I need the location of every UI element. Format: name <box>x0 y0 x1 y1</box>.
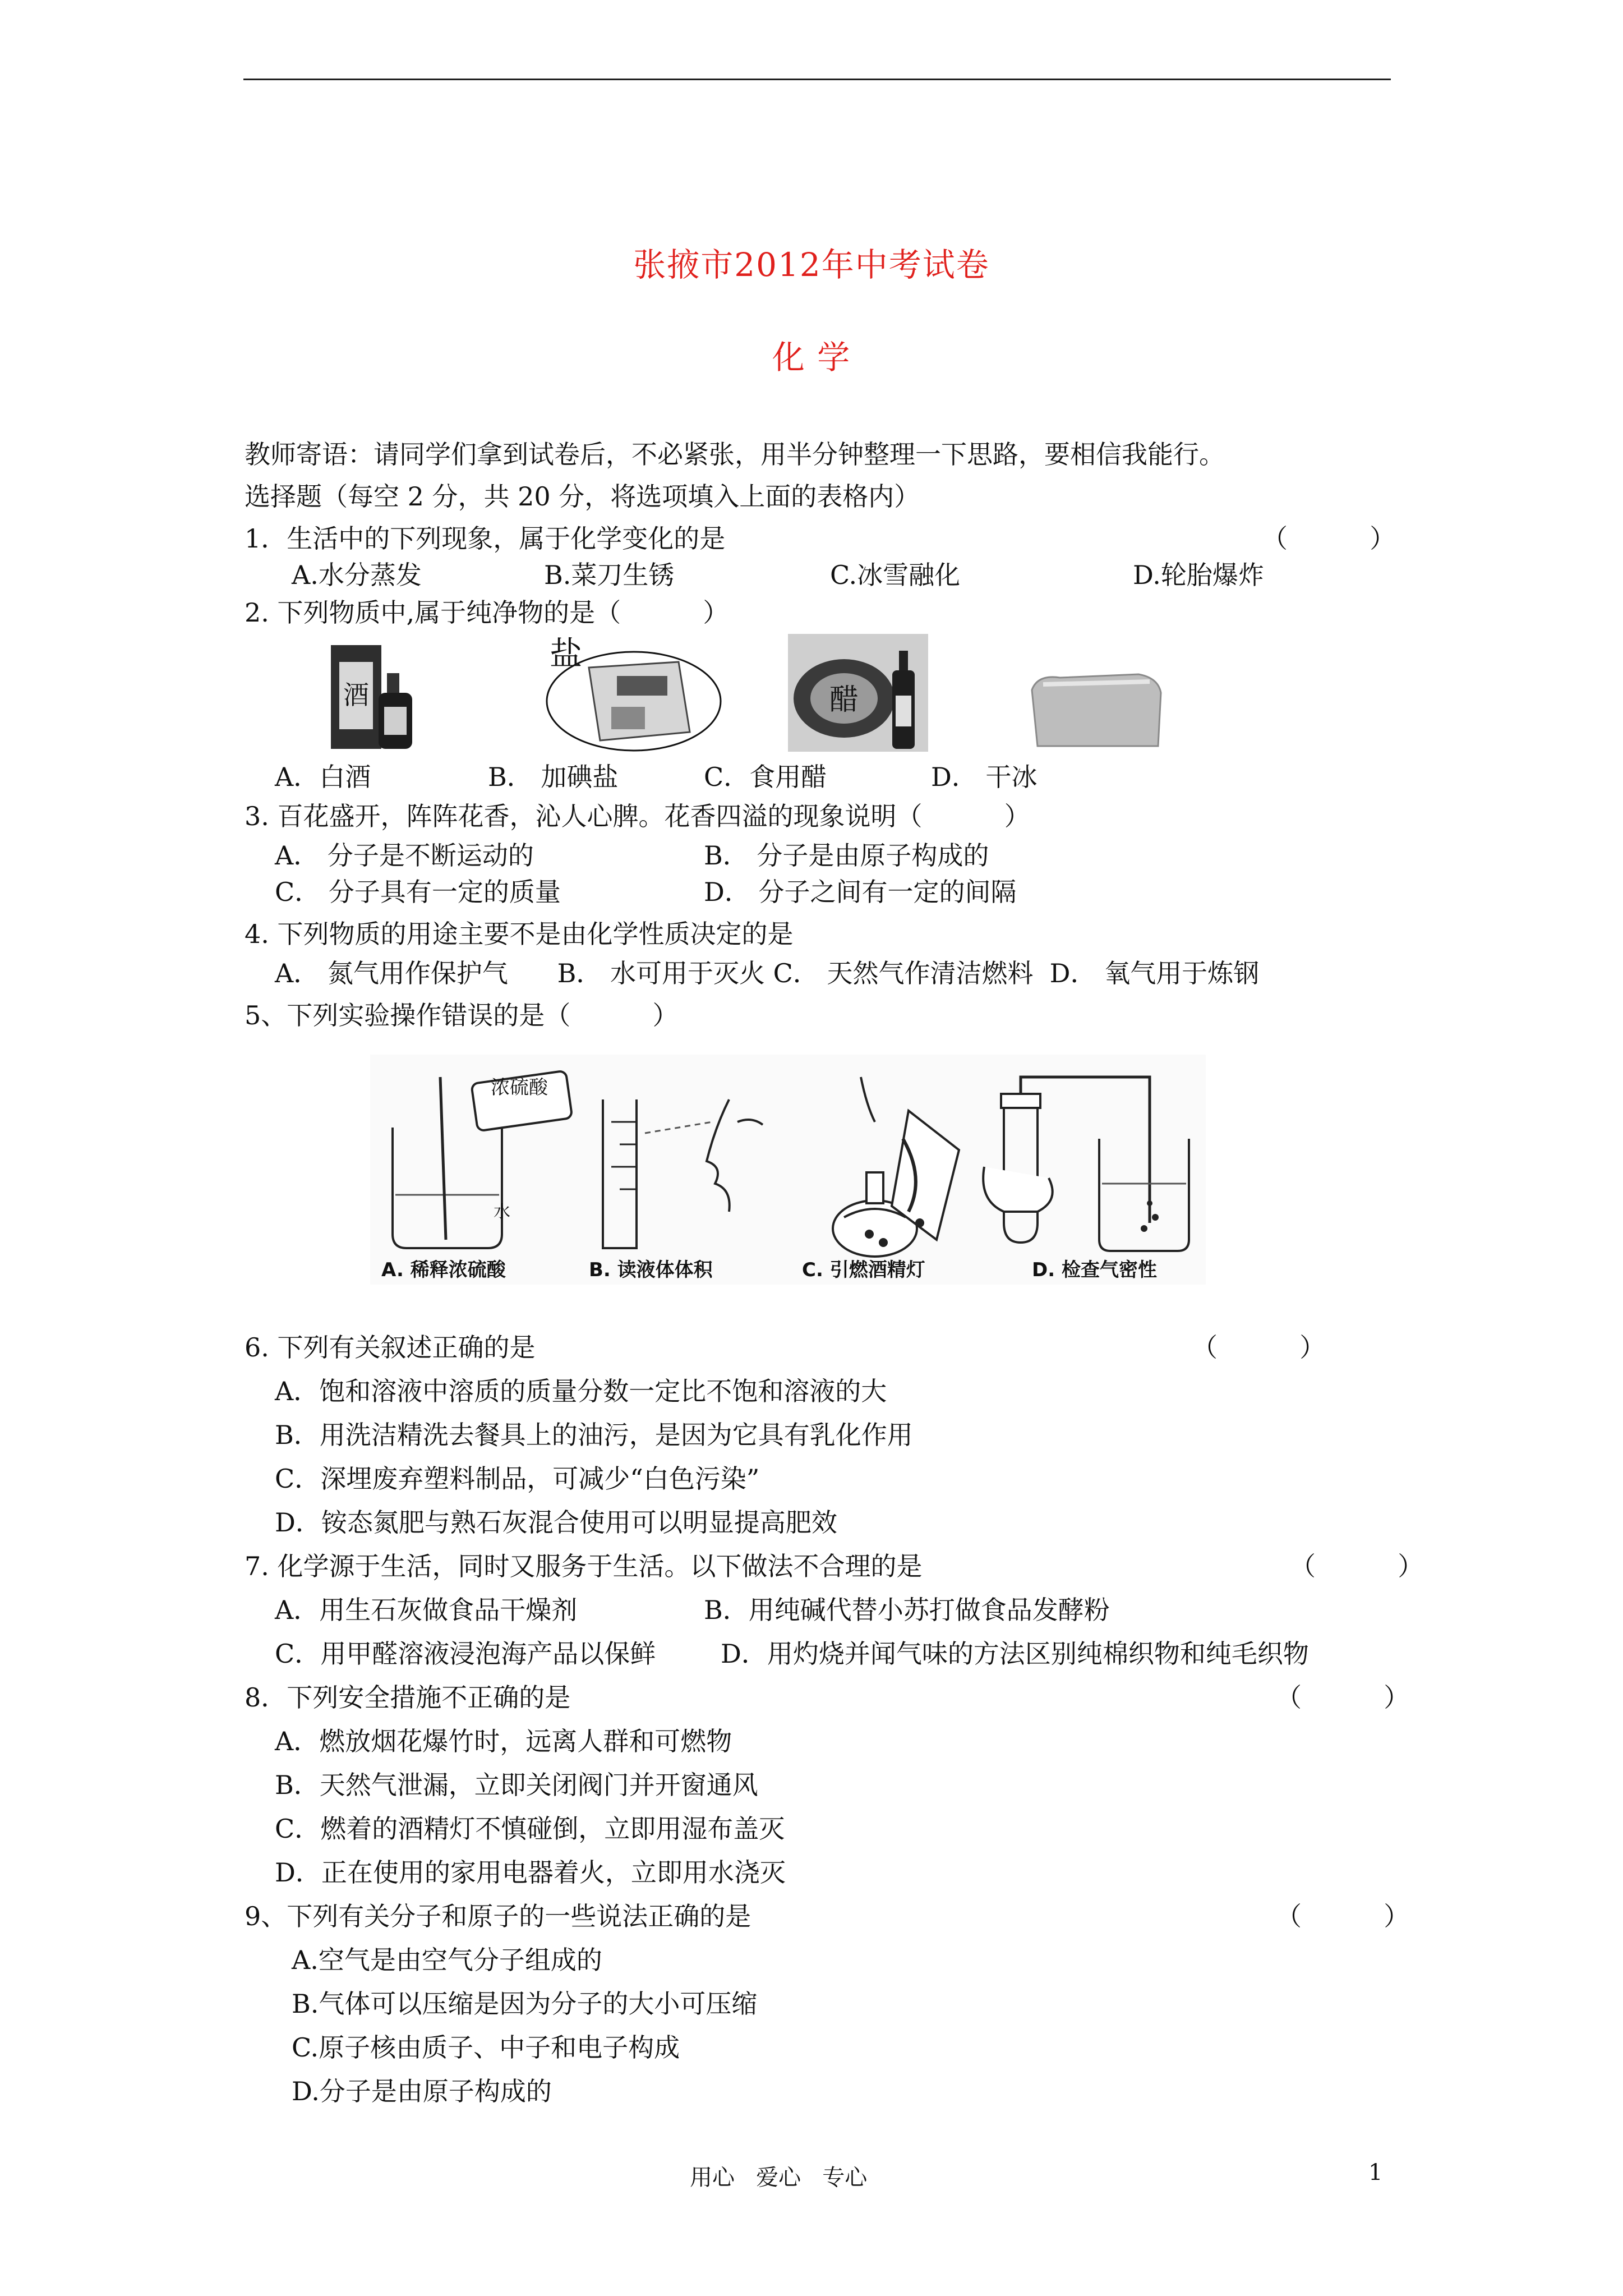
question-4-stem: 4. 下列物质的用途主要不是由化学性质决定的是 <box>245 919 794 949</box>
page-number: 1 <box>1368 2160 1383 2185</box>
iodized-salt-image <box>538 637 723 754</box>
figure-caption-b: B. 读液体体积 <box>589 1259 713 1281</box>
q9-option-a: A.空气是由空气分子组成的 <box>292 1945 602 1975</box>
q7-option-a: A．用生石灰做食品干燥剂 <box>275 1595 578 1625</box>
q1-option-b: B.菜刀生锈 <box>544 560 675 590</box>
header-rule <box>243 79 1391 80</box>
question-8-answer-blank[interactable]: （ ） <box>1276 1682 1410 1713</box>
question-6-answer-blank[interactable]: （ ） <box>1192 1332 1326 1363</box>
liquor-bottle-image <box>320 639 437 752</box>
q2-option-d: D． 干冰 <box>931 762 1038 792</box>
q2-option-a: A．白酒 <box>275 762 371 792</box>
q6-option-c: C．深埋废弃塑料制品，可减少“白色污染” <box>275 1464 760 1494</box>
acid-bottle-label: 浓硫酸 <box>491 1076 548 1099</box>
question-3-stem: 3. 百花盛开，阵阵花香，沁人心脾。花香四溢的现象说明（ ） <box>245 801 1030 831</box>
salt-label: 盐 <box>550 637 583 673</box>
vinegar-label: 醋 <box>829 683 859 717</box>
subject-title: 化 学 <box>772 338 851 376</box>
question-1-stem: 1．生活中的下列现象，属于化学变化的是 <box>245 523 726 554</box>
q7-option-d: D．用灼烧并闻气味的方法区别纯棉织物和纯毛织物 <box>721 1639 1309 1669</box>
q6-option-a: A．饱和溶液中溶质的质量分数一定比不饱和溶液的大 <box>275 1376 887 1406</box>
q3-option-c: C． 分子具有一定的质量 <box>275 877 561 907</box>
liquor-label: 酒 <box>343 680 369 710</box>
q9-option-b: B.气体可以压缩是因为分子的大小可压缩 <box>292 1989 758 2019</box>
q8-option-b: B．天然气泄漏，立即关闭阀门并开窗通风 <box>275 1770 758 1800</box>
lab-operations-figure <box>370 1055 1206 1285</box>
question-7-stem: 7. 化学源于生活，同时又服务于生活。以下做法不合理的是 <box>245 1551 923 1581</box>
footer-motto: 用心 爱心 专心 <box>690 2165 868 2191</box>
q8-option-c: C．燃着的酒精灯不慎碰倒，立即用湿布盖灭 <box>275 1814 785 1844</box>
question-9-stem: 9、下列有关分子和原子的一些说法正确的是 <box>245 1901 751 1931</box>
question-9-answer-blank[interactable]: （ ） <box>1276 1901 1410 1931</box>
q7-option-b: B．用纯碱代替小苏打做食品发酵粉 <box>704 1595 1110 1625</box>
q3-option-d: D． 分子之间有一定的间隔 <box>704 877 1017 907</box>
vinegar-image <box>788 634 928 752</box>
q7-option-c: C．用甲醛溶液浸泡海产品以保鲜 <box>275 1639 656 1669</box>
question-7-answer-blank[interactable]: （ ） <box>1290 1551 1424 1581</box>
q3-option-a: A． 分子是不断运动的 <box>275 840 534 871</box>
q1-option-d: D.轮胎爆炸 <box>1133 560 1264 590</box>
q6-option-d: D．铵态氮肥与熟石灰混合使用可以明显提高肥效 <box>275 1507 837 1538</box>
question-8-stem: 8．下列安全措施不正确的是 <box>245 1682 571 1713</box>
water-label: 水 <box>494 1202 510 1222</box>
question-6-stem: 6. 下列有关叙述正确的是 <box>245 1332 536 1363</box>
dry-ice-image <box>1026 668 1166 752</box>
q3-option-b: B． 分子是由原子构成的 <box>704 840 989 871</box>
figure-caption-d: D. 检查气密性 <box>1032 1259 1157 1281</box>
question-1-answer-blank[interactable]: （ ） <box>1262 523 1396 554</box>
q9-option-d: D.分子是由原子构成的 <box>292 2076 552 2106</box>
section-heading: 选择题（每空 2 分，共 20 分，将选项填入上面的表格内） <box>245 481 920 512</box>
q9-option-c: C.原子核由质子、中子和电子构成 <box>292 2032 680 2063</box>
question-5-stem: 5、下列实验操作错误的是（ ） <box>245 1000 679 1030</box>
q1-option-a: A.水分蒸发 <box>292 560 422 590</box>
q1-option-c: C.冰雪融化 <box>830 560 961 590</box>
q6-option-b: B．用洗洁精洗去餐具上的油污，是因为它具有乳化作用 <box>275 1420 913 1450</box>
q8-option-d: D．正在使用的家用电器着火，立即用水浇灭 <box>275 1857 786 1888</box>
teacher-note: 教师寄语：请同学们拿到试卷后，不必紧张，用半分钟整理一下思路，要相信我能行。 <box>245 439 1225 470</box>
exam-title: 张掖市2012年中考试卷 <box>633 246 990 284</box>
figure-caption-c: C. 引燃酒精灯 <box>802 1259 925 1281</box>
q2-option-b: B． 加碘盐 <box>488 762 619 792</box>
question-2-stem: 2. 下列物质中,属于纯净物的是（ ） <box>245 597 729 628</box>
q4-options: A． 氮气用作保护气 B． 水可用于灭火 C． 天然气作清洁燃料 D． 氧气用于炼钢 <box>275 958 1260 988</box>
q8-option-a: A．燃放烟花爆竹时，远离人群和可燃物 <box>275 1726 732 1756</box>
q2-option-c: C．食用醋 <box>704 762 827 792</box>
figure-caption-a: A. 稀释浓硫酸 <box>381 1259 506 1281</box>
